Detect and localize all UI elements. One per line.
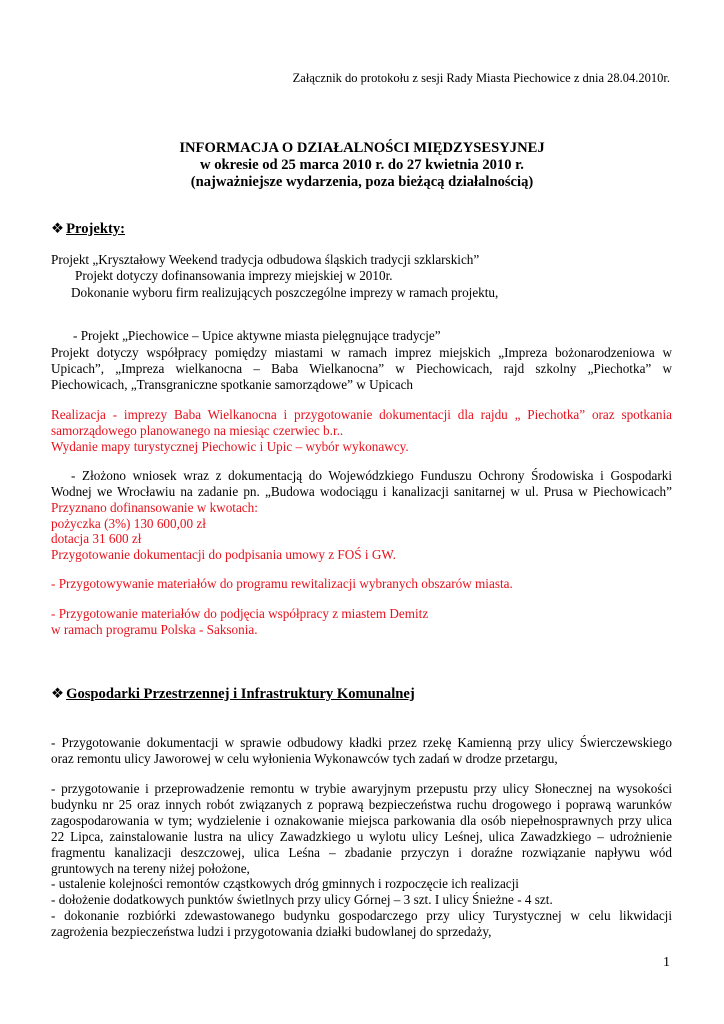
title-line-2: w okresie od 25 marca 2010 r. do 27 kwietnia 2010 r.: [200, 157, 524, 173]
paragraph-line: gruntowych na tereny niżej położone,: [51, 861, 250, 876]
paragraph-line-red: Przygotowanie dokumentacji do podpisania umowy z FOŚ i GW.: [51, 547, 396, 562]
paragraph-line: - Projekt „Piechowice – Upice aktywne miasta pielęgnujące tradycje”: [73, 328, 441, 343]
paragraph-line: oraz remontu ulicy Jaworowej w celu wyłonienia Wykonawców tych zadań w drodze przetargu,: [51, 751, 558, 766]
paragraph-line: - Złożono wniosek wraz z dokumentacją do Wojewódzkiego Funduszu Ochrony Środowiska i Gospodarki: [71, 468, 672, 483]
paragraph-line: Projekt dotyczy dofinansowania imprezy miejskiej w 2010r.: [75, 268, 393, 283]
diamond-bullet-icon: ❖: [51, 221, 65, 237]
paragraph-line: Piechowicach, „Transgraniczne spotkanie samorządowe” w Upicach: [51, 377, 414, 392]
section-heading-gospodarka: ❖ Gospodarki Przestrzennej i Infrastruktury Komunalnej: [51, 686, 415, 702]
title-line-3: (najważniejsze wydarzenia, poza bieżącą działalnością): [190, 174, 534, 190]
paragraph-line: Projekt „Kryształowy Weekend tradycja odbudowa śląskich tradycji szklarskich”: [51, 252, 480, 267]
paragraph-line: - dołożenie dodatkowych punktów świetlnych przy ulicy Górnej – 3 szt. I ulicy Śnieżne - 4 szt.: [51, 892, 553, 907]
paragraph-line: Projekt dotyczy współpracy pomiędzy miastami w ramach imprez miejskich „Impreza bożonarodzeniowa w: [51, 345, 672, 360]
paragraph-line-red: Przyznano dofinansowanie w kwotach:: [51, 500, 258, 515]
paragraph-line: Upicach”, „Impreza wielkanocna – Baba Wielkanocna” w Piechowicach, rajd szkolny „Piechotka” w: [51, 361, 672, 376]
title-line-1: INFORMACJA O DZIAŁALNOŚCI MIĘDZYSESYJNEJ: [179, 140, 545, 156]
paragraph-line: - ustalenie kolejności remontów cząstkowych dróg gminnych i rozpoczęcie ich realizacji: [51, 876, 519, 891]
paragraph-line-red: w ramach programu Polska - Saksonia.: [51, 622, 258, 637]
page-number: 1: [663, 955, 670, 970]
paragraph-line-red: Realizacja - imprezy Baba Wielkanocna i przygotowanie dokumentacji dla rajdu „ Piechotka” oraz spotkania: [51, 407, 672, 422]
diamond-bullet-icon: ❖: [51, 686, 65, 702]
paragraph-line: fragmentu kanalizacji deszczowej, ulica Leśna – zbadanie przyczyn i doraźne rozwiązanie napływu wód: [51, 845, 672, 860]
paragraph-line: zagospodarowania w tym; wydzielenie i oznakowanie miejsca parkowania dla osób niepełnosprawnych przy ulica: [51, 813, 672, 828]
paragraph-line-red: dotacja 31 600 zł: [51, 531, 142, 546]
paragraph-line: 22 Lipca, zainstalowanie lustra na ulicy Zawadzkiego u wylotu ulicy Leśnej, ulica Zawadzkiego – udrożnienie: [51, 829, 672, 844]
paragraph-line: - Przygotowanie dokumentacji w sprawie odbudowy kładki przez rzekę Kamienną przy ulicy Świerczewskiego: [51, 735, 672, 750]
paragraph-line-red: samorządowego planowanego na miesiąc czerwiec b.r..: [51, 423, 344, 438]
paragraph-line: Dokonanie wyboru firm realizujących poszczególne imprezy w ramach projektu,: [71, 285, 499, 300]
section-heading-projekty: ❖ Projekty:: [51, 221, 125, 237]
paragraph-line-red: - Przygotowywanie materiałów do programu rewitalizacji wybranych obszarów miasta.: [51, 576, 513, 591]
paragraph-line-red: pożyczka (3%) 130 600,00 zł: [51, 516, 206, 531]
paragraph-line-red: Wydanie mapy turystycznej Piechowic i Upic – wybór wykonawcy.: [51, 439, 409, 454]
paragraph-line: - przygotowanie i przeprowadzenie remontu w trybie awaryjnym przepustu przy ulicy Słonecznej na wysokości: [51, 781, 672, 796]
paragraph-line: zagrożenia bezpieczeństwa ludzi i przygotowania działki budowlanej do sprzedaży,: [51, 924, 492, 939]
paragraph-line: Wodnej we Wrocławiu na zadanie pn. „Budowa wodociągu i kanalizacji sanitarnej w ul. Prusa w Piechowicach”: [51, 484, 672, 499]
paragraph-line: - dokonanie rozbiórki zdewastowanego budynku gospodarczego przy ulicy Turystycznej w celu likwidacji: [51, 908, 672, 923]
paragraph-line: budynku nr 25 oraz innych robót związanych z poprawą bezpieczeństwa ruchu drogowego i poprawą warunków: [51, 797, 672, 812]
paragraph-line-red: - Przygotowanie materiałów do podjęcia współpracy z miastem Demitz: [51, 606, 429, 621]
attachment-header: Załącznik do protokołu z sesji Rady Miasta Piechowice z dnia 28.04.2010r.: [292, 71, 670, 85]
